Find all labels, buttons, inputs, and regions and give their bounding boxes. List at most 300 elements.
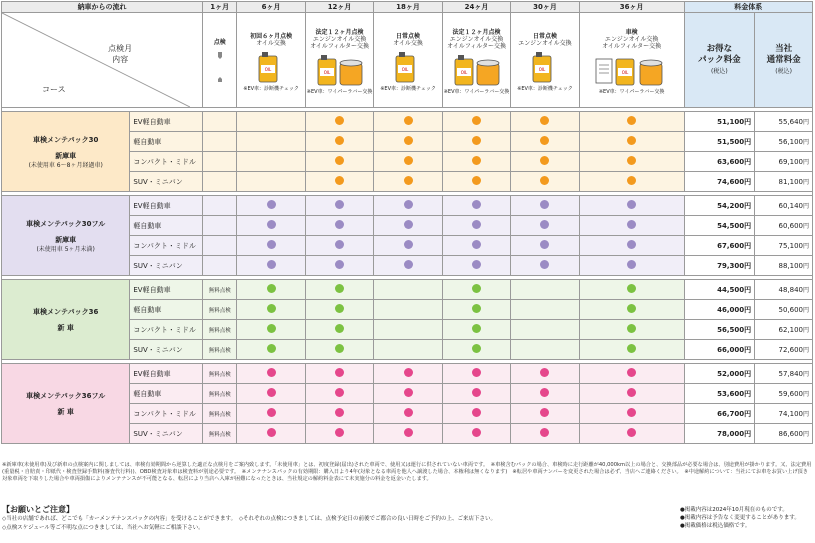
free-inspection-label: 無料点検 bbox=[208, 431, 231, 438]
schedule-cell bbox=[511, 280, 579, 300]
side-notes bbox=[680, 506, 812, 530]
vehicle-class: 軽自動車 bbox=[130, 132, 203, 152]
scheduled-dot bbox=[627, 324, 636, 333]
side-note-1: ●掲載内容は2024年10月現在のものです。 bbox=[680, 507, 788, 513]
schedule-cell bbox=[579, 132, 684, 152]
scheduled-dot bbox=[267, 260, 276, 269]
scheduled-dot bbox=[404, 368, 413, 377]
pack-price-unit: 円 bbox=[744, 261, 752, 270]
regular-price bbox=[755, 196, 813, 216]
scheduled-dot bbox=[335, 176, 344, 185]
schedule-cell bbox=[374, 132, 442, 152]
content-label: 内容 bbox=[112, 55, 129, 64]
pack-price-header bbox=[684, 13, 755, 108]
scheduled-dot bbox=[404, 408, 413, 417]
schedule-cell bbox=[203, 384, 237, 404]
regular-price-unit: 円 bbox=[802, 307, 809, 314]
month-30: 30ヶ月 bbox=[511, 2, 579, 13]
schedule-cell bbox=[305, 340, 373, 360]
course-vehicle-type: 新 車 bbox=[57, 323, 74, 332]
schedule-cell bbox=[203, 300, 237, 320]
free-inspection-label: 無料点検 bbox=[208, 371, 231, 378]
inspection-6 bbox=[579, 13, 684, 108]
schedule-cell bbox=[511, 384, 579, 404]
regular-price-value: 50,600 bbox=[778, 306, 803, 314]
pack-price-value: 52,000 bbox=[717, 369, 745, 378]
regular-price bbox=[755, 300, 813, 320]
table-row bbox=[2, 280, 813, 300]
scheduled-dot bbox=[627, 304, 636, 313]
schedule-cell bbox=[511, 216, 579, 236]
pack-price bbox=[684, 196, 755, 216]
regular-price bbox=[755, 280, 813, 300]
pack-price-value: 66,700 bbox=[717, 409, 745, 418]
course-name-cell bbox=[2, 112, 130, 192]
schedule-cell bbox=[203, 404, 237, 424]
inspection-title: 日常点検 bbox=[396, 32, 421, 40]
schedule-cell bbox=[374, 112, 442, 132]
vehicle-class: コンパクト・ミドル bbox=[130, 404, 203, 424]
regular-price bbox=[755, 216, 813, 236]
svg-text:OIL: OIL bbox=[264, 66, 272, 72]
regular-price-value: 86,600 bbox=[778, 430, 803, 438]
scheduled-dot bbox=[540, 200, 549, 209]
schedule-cell bbox=[203, 236, 237, 256]
scheduled-dot bbox=[335, 200, 344, 209]
month-6: 6ヶ月 bbox=[237, 2, 305, 13]
schedule-cell bbox=[442, 216, 510, 236]
scheduled-dot bbox=[335, 116, 344, 125]
schedule-cell bbox=[374, 280, 442, 300]
month-12: 12ヶ月 bbox=[305, 2, 373, 13]
pack-price-unit: 円 bbox=[744, 117, 752, 126]
schedule-cell bbox=[442, 236, 510, 256]
course-vehicle-note: (未使用車 5ヶ月未満) bbox=[36, 245, 95, 253]
scheduled-dot bbox=[472, 324, 481, 333]
regular-price bbox=[755, 340, 813, 360]
wrench-icon bbox=[210, 49, 230, 83]
pack-price-value: 67,600 bbox=[717, 241, 745, 250]
schedule-cell bbox=[511, 364, 579, 384]
regular-price bbox=[755, 424, 813, 444]
schedule-cell bbox=[374, 216, 442, 236]
schedule-cell bbox=[203, 172, 237, 192]
course-name: 車検メンテパック36フル bbox=[26, 391, 106, 400]
schedule-cell bbox=[579, 384, 684, 404]
schedule-cell bbox=[305, 424, 373, 444]
oil-can-icon bbox=[245, 50, 297, 84]
pack-price bbox=[684, 152, 755, 172]
vehicle-class: コンパクト・ミドル bbox=[130, 320, 203, 340]
schedule-cell bbox=[442, 340, 510, 360]
schedule-cell bbox=[579, 300, 684, 320]
pack-price-unit: 円 bbox=[744, 241, 752, 250]
pack-tax-note: (税込) bbox=[711, 67, 728, 75]
free-inspection-label: 無料点検 bbox=[208, 327, 231, 334]
regular-price-value: 59,600 bbox=[778, 390, 803, 398]
month-18: 18ヶ月 bbox=[374, 2, 442, 13]
schedule-cell bbox=[579, 152, 684, 172]
vehicle-class: 軽自動車 bbox=[130, 384, 203, 404]
request-line-1: ◇当社の店舗であれば、どこでも「カーメンテナンスパックの内容」を受けることができます。 ◇それぞれの点検につきましては、点検予定日の前後でご都合の良い日時をご予約の上、ご来店下さい。 bbox=[2, 516, 496, 522]
scheduled-dot bbox=[540, 220, 549, 229]
pack-price-value: 54,200 bbox=[717, 201, 745, 210]
oil-can-icon bbox=[519, 50, 571, 84]
regular-price-value: 60,140 bbox=[778, 202, 803, 210]
schedule-cell bbox=[237, 424, 305, 444]
svg-text:OIL: OIL bbox=[401, 66, 409, 72]
inspection-document-icon bbox=[592, 53, 672, 87]
month-36: 36ヶ月 bbox=[579, 2, 684, 13]
schedule-cell bbox=[237, 112, 305, 132]
svg-text:OIL: OIL bbox=[621, 70, 628, 75]
regular-price-unit: 円 bbox=[802, 411, 809, 418]
schedule-cell bbox=[442, 132, 510, 152]
regular-price-value: 81,100 bbox=[778, 178, 803, 186]
schedule-cell bbox=[511, 300, 579, 320]
schedule-cell bbox=[442, 384, 510, 404]
schedule-cell bbox=[203, 216, 237, 236]
vehicle-class: 軽自動車 bbox=[130, 216, 203, 236]
scheduled-dot bbox=[472, 368, 481, 377]
scheduled-dot bbox=[627, 116, 636, 125]
scheduled-dot bbox=[627, 176, 636, 185]
schedule-cell bbox=[374, 236, 442, 256]
scheduled-dot bbox=[540, 428, 549, 437]
request-box bbox=[2, 504, 602, 533]
scheduled-dot bbox=[404, 240, 413, 249]
scheduled-dot bbox=[404, 260, 413, 269]
scheduled-dot bbox=[472, 408, 481, 417]
pack-price bbox=[684, 112, 755, 132]
schedule-cell bbox=[203, 152, 237, 172]
schedule-cell bbox=[579, 364, 684, 384]
pack-price-unit: 円 bbox=[744, 157, 752, 166]
pack-price bbox=[684, 320, 755, 340]
schedule-cell bbox=[511, 132, 579, 152]
schedule-cell bbox=[203, 132, 237, 152]
schedule-cell bbox=[203, 424, 237, 444]
schedule-cell bbox=[374, 384, 442, 404]
scheduled-dot bbox=[540, 408, 549, 417]
regular-price-unit: 円 bbox=[802, 327, 809, 334]
schedule-cell bbox=[237, 340, 305, 360]
schedule-cell bbox=[305, 132, 373, 152]
pack-price-unit: 円 bbox=[744, 137, 752, 146]
pack-price-value: 51,100 bbox=[717, 117, 745, 126]
oil-and-filter-icon bbox=[314, 53, 366, 87]
schedule-cell bbox=[579, 112, 684, 132]
scheduled-dot bbox=[627, 408, 636, 417]
scheduled-dot bbox=[627, 220, 636, 229]
course-name-cell bbox=[2, 364, 130, 444]
vehicle-class: SUV・ミニバン bbox=[130, 340, 203, 360]
pack-price-unit: 円 bbox=[744, 221, 752, 230]
inspection-sub: エンジンオイル交換 オイルフィルター交換 bbox=[447, 36, 506, 50]
pack-price-title: お得な パック料金 bbox=[698, 43, 741, 65]
regular-price-unit: 円 bbox=[802, 263, 809, 270]
regular-price-unit: 円 bbox=[802, 287, 809, 294]
scheduled-dot bbox=[472, 176, 481, 185]
schedule-cell bbox=[305, 256, 373, 276]
free-inspection-label: 無料点検 bbox=[208, 411, 231, 418]
scheduled-dot bbox=[627, 284, 636, 293]
schedule-cell bbox=[511, 320, 579, 340]
regular-price-unit: 円 bbox=[802, 347, 809, 354]
scheduled-dot bbox=[472, 260, 481, 269]
schedule-cell bbox=[305, 404, 373, 424]
schedule-cell bbox=[442, 364, 510, 384]
pack-price bbox=[684, 256, 755, 276]
scheduled-dot bbox=[404, 176, 413, 185]
regular-price-unit: 円 bbox=[802, 391, 809, 398]
schedule-cell bbox=[305, 112, 373, 132]
schedule-cell bbox=[511, 172, 579, 192]
inspection-5 bbox=[511, 13, 579, 108]
schedule-cell bbox=[511, 424, 579, 444]
inspection-ev-note: ※EV車：診断機チェック bbox=[243, 85, 299, 92]
scheduled-dot bbox=[404, 116, 413, 125]
svg-text:OIL: OIL bbox=[323, 70, 330, 75]
inspection-3 bbox=[374, 13, 442, 108]
oil-and-filter-icon bbox=[451, 53, 503, 87]
pack-price bbox=[684, 404, 755, 424]
pack-price-unit: 円 bbox=[744, 369, 752, 378]
scheduled-dot bbox=[540, 388, 549, 397]
scheduled-dot bbox=[335, 284, 344, 293]
schedule-cell bbox=[579, 236, 684, 256]
course-name-cell bbox=[2, 280, 130, 360]
schedule-cell bbox=[442, 320, 510, 340]
regular-price-value: 56,100 bbox=[778, 138, 803, 146]
vehicle-class: SUV・ミニバン bbox=[130, 256, 203, 276]
schedule-cell bbox=[305, 384, 373, 404]
inspection-ev-note: ※EV車：ワイパーラバー交換 bbox=[443, 89, 510, 95]
schedule-cell bbox=[374, 320, 442, 340]
free-inspection-label: 無料点検 bbox=[208, 391, 231, 398]
regular-price bbox=[755, 152, 813, 172]
pack-price bbox=[684, 280, 755, 300]
inspection-title: 車検 bbox=[625, 29, 638, 36]
schedule-cell bbox=[374, 340, 442, 360]
oil-can-icon bbox=[382, 50, 434, 84]
inspection-0 bbox=[203, 13, 237, 108]
scheduled-dot bbox=[472, 304, 481, 313]
schedule-cell bbox=[579, 320, 684, 340]
schedule-cell bbox=[579, 172, 684, 192]
pack-price bbox=[684, 384, 755, 404]
regular-price-value: 48,840 bbox=[778, 286, 803, 294]
pack-price bbox=[684, 216, 755, 236]
schedule-cell bbox=[579, 196, 684, 216]
pack-price-value: 63,600 bbox=[717, 157, 745, 166]
schedule-cell bbox=[237, 364, 305, 384]
regular-price bbox=[755, 320, 813, 340]
scheduled-dot bbox=[335, 368, 344, 377]
scheduled-dot bbox=[404, 388, 413, 397]
scheduled-dot bbox=[627, 388, 636, 397]
schedule-cell bbox=[305, 300, 373, 320]
scheduled-dot bbox=[267, 428, 276, 437]
inspection-title: 日常点検 bbox=[532, 32, 557, 40]
inspection-ev-note: ※EV車：ワイパーラバー交換 bbox=[306, 89, 373, 95]
pack-price bbox=[684, 172, 755, 192]
inspection-sub: エンジンオイル交換 bbox=[518, 39, 572, 47]
pack-price-unit: 円 bbox=[744, 201, 752, 210]
scheduled-dot bbox=[627, 428, 636, 437]
scheduled-dot bbox=[540, 116, 549, 125]
schedule-cell bbox=[203, 280, 237, 300]
scheduled-dot bbox=[404, 200, 413, 209]
diagonal-line bbox=[2, 13, 190, 107]
scheduled-dot bbox=[335, 428, 344, 437]
scheduled-dot bbox=[267, 304, 276, 313]
pack-price-unit: 円 bbox=[744, 177, 752, 186]
regular-price-value: 57,840 bbox=[778, 370, 803, 378]
inspection-title: 初回６ヶ月点検 bbox=[250, 32, 293, 40]
schedule-cell bbox=[305, 152, 373, 172]
pack-price-value: 74,600 bbox=[717, 177, 745, 186]
pack-price-unit: 円 bbox=[744, 305, 752, 314]
schedule-cell bbox=[511, 196, 579, 216]
price-system-label: 料金体系 bbox=[684, 2, 812, 13]
scheduled-dot bbox=[267, 240, 276, 249]
free-inspection-label: 無料点検 bbox=[208, 307, 231, 314]
scheduled-dot bbox=[540, 136, 549, 145]
scheduled-dot bbox=[627, 344, 636, 353]
pack-price-unit: 円 bbox=[744, 325, 752, 334]
pack-price-unit: 円 bbox=[744, 389, 752, 398]
inspection-ev-note: ※EV車：診断機チェック bbox=[380, 85, 436, 92]
schedule-cell bbox=[374, 404, 442, 424]
scheduled-dot bbox=[335, 344, 344, 353]
schedule-cell bbox=[442, 280, 510, 300]
schedule-cell bbox=[305, 320, 373, 340]
schedule-cell bbox=[237, 216, 305, 236]
schedule-cell bbox=[442, 172, 510, 192]
schedule-cell bbox=[511, 236, 579, 256]
scheduled-dot bbox=[267, 220, 276, 229]
pack-price-unit: 円 bbox=[744, 409, 752, 418]
regular-price-unit: 円 bbox=[802, 159, 809, 166]
schedule-cell bbox=[237, 320, 305, 340]
scheduled-dot bbox=[540, 368, 549, 377]
schedule-cell bbox=[442, 424, 510, 444]
schedule-cell bbox=[237, 152, 305, 172]
course-vehicle-type: 新庫車 bbox=[55, 151, 77, 160]
scheduled-dot bbox=[627, 240, 636, 249]
schedule-cell bbox=[579, 256, 684, 276]
schedule-cell bbox=[203, 112, 237, 132]
vehicle-class: SUV・ミニバン bbox=[130, 172, 203, 192]
schedule-cell bbox=[511, 256, 579, 276]
scheduled-dot bbox=[335, 240, 344, 249]
scheduled-dot bbox=[540, 176, 549, 185]
regular-price-value: 72,600 bbox=[778, 346, 803, 354]
regular-price-unit: 円 bbox=[802, 119, 809, 126]
scheduled-dot bbox=[540, 260, 549, 269]
scheduled-dot bbox=[472, 200, 481, 209]
schedule-cell bbox=[374, 256, 442, 276]
regular-price-value: 88,100 bbox=[778, 262, 803, 270]
pack-price-value: 78,000 bbox=[717, 429, 745, 438]
scheduled-dot bbox=[267, 388, 276, 397]
scheduled-dot bbox=[472, 344, 481, 353]
regular-price-unit: 円 bbox=[802, 223, 809, 230]
scheduled-dot bbox=[335, 324, 344, 333]
scheduled-dot bbox=[540, 156, 549, 165]
vehicle-class: コンパクト・ミドル bbox=[130, 152, 203, 172]
schedule-cell bbox=[305, 280, 373, 300]
regular-price-value: 62,100 bbox=[778, 326, 803, 334]
inspection-sub: オイル交換 bbox=[393, 39, 423, 47]
inspection-ev-note: ※EV車：診断機チェック bbox=[517, 85, 573, 92]
schedule-cell bbox=[374, 152, 442, 172]
regular-price-unit: 円 bbox=[802, 139, 809, 146]
scheduled-dot bbox=[335, 304, 344, 313]
regular-price bbox=[755, 112, 813, 132]
inspection-sub: エンジンオイル交換 オイルフィルター交換 bbox=[310, 36, 370, 50]
course-name: 車検メンテパック30フル bbox=[26, 219, 106, 228]
pack-price-value: 53,600 bbox=[717, 389, 745, 398]
table-row bbox=[2, 112, 813, 132]
side-note-2: ●掲載内容は予告なく変更することがあります。 bbox=[680, 515, 800, 521]
schedule-cell bbox=[237, 384, 305, 404]
scheduled-dot bbox=[267, 344, 276, 353]
scheduled-dot bbox=[335, 156, 344, 165]
scheduled-dot bbox=[335, 220, 344, 229]
pack-price bbox=[684, 340, 755, 360]
schedule-cell bbox=[579, 424, 684, 444]
scheduled-dot bbox=[472, 284, 481, 293]
pack-price bbox=[684, 132, 755, 152]
month-24: 24ヶ月 bbox=[442, 2, 510, 13]
schedule-cell bbox=[305, 216, 373, 236]
schedule-cell bbox=[442, 196, 510, 216]
course-vehicle-type: 新庫車 bbox=[55, 235, 77, 244]
regular-price bbox=[755, 404, 813, 424]
svg-text:OIL: OIL bbox=[538, 66, 546, 72]
scheduled-dot bbox=[472, 220, 481, 229]
free-inspection-label: 無料点検 bbox=[208, 347, 231, 354]
svg-text:OIL: OIL bbox=[460, 70, 467, 75]
scheduled-dot bbox=[472, 240, 481, 249]
schedule-cell bbox=[442, 300, 510, 320]
vehicle-class: EV軽自動車 bbox=[130, 196, 203, 216]
vehicle-class: EV軽自動車 bbox=[130, 364, 203, 384]
scheduled-dot bbox=[267, 284, 276, 293]
vehicle-class: コンパクト・ミドル bbox=[130, 236, 203, 256]
regular-price bbox=[755, 256, 813, 276]
scheduled-dot bbox=[267, 408, 276, 417]
free-inspection-label: 無料点検 bbox=[208, 287, 231, 294]
pack-price-value: 46,000 bbox=[717, 305, 745, 314]
schedule-cell bbox=[305, 172, 373, 192]
vehicle-class: SUV・ミニバン bbox=[130, 424, 203, 444]
scheduled-dot bbox=[472, 428, 481, 437]
schedule-cell bbox=[374, 364, 442, 384]
regular-price bbox=[755, 364, 813, 384]
vehicle-class: 軽自動車 bbox=[130, 300, 203, 320]
scheduled-dot bbox=[404, 220, 413, 229]
schedule-cell bbox=[203, 364, 237, 384]
schedule-cell bbox=[579, 280, 684, 300]
vehicle-class: EV軽自動車 bbox=[130, 280, 203, 300]
schedule-cell bbox=[203, 320, 237, 340]
schedule-cell bbox=[237, 280, 305, 300]
schedule-cell bbox=[442, 112, 510, 132]
schedule-cell bbox=[305, 196, 373, 216]
